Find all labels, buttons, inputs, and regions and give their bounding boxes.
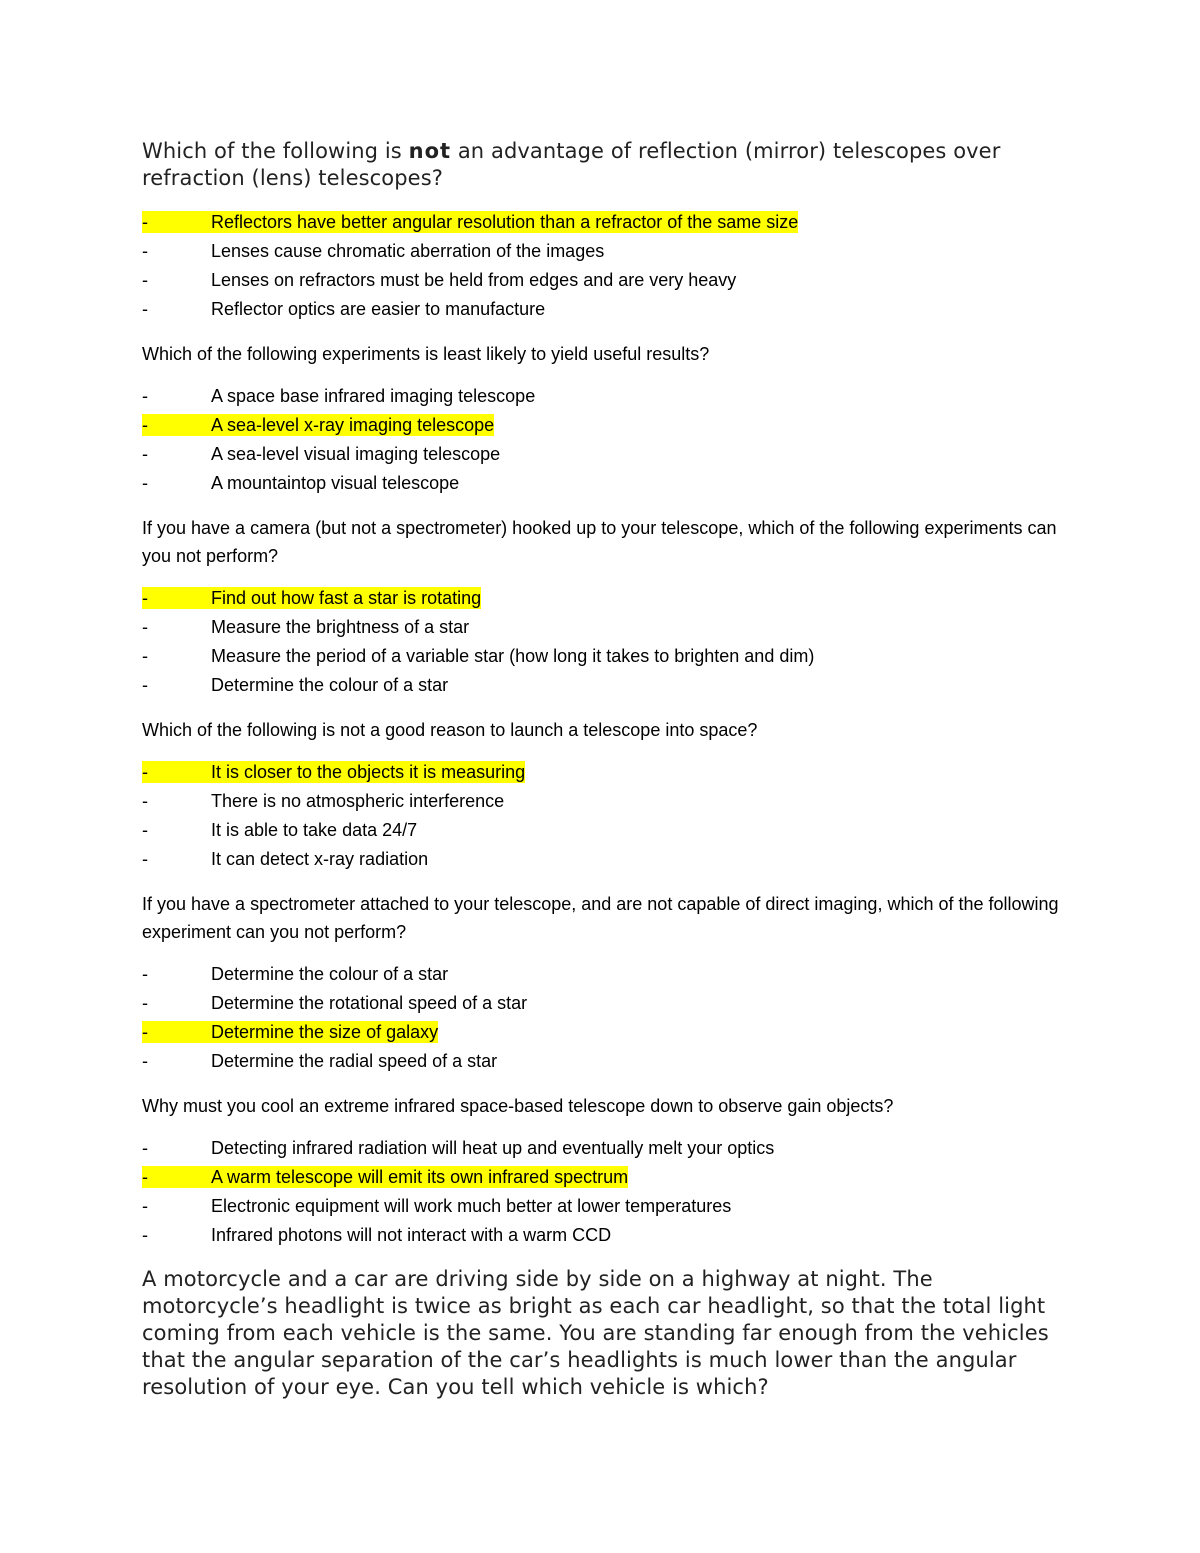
- answer-option: [142, 960, 1062, 989]
- answer-option: [142, 1134, 1062, 1163]
- bullet-dash: -: [142, 762, 148, 782]
- document-page: [142, 138, 1062, 1422]
- answer-options: [142, 208, 1062, 324]
- answer-highlight: [142, 241, 604, 261]
- bullet-dash: -: [142, 617, 148, 637]
- answer-highlight: [142, 414, 494, 436]
- bullet-dash: -: [142, 1225, 148, 1245]
- answer-text: Detecting infrared radiation will heat up and eventually melt your optics: [211, 1138, 775, 1158]
- answer-text: It is closer to the objects it is measuring: [211, 762, 526, 782]
- answer-option: [142, 1221, 1062, 1250]
- answer-text: Determine the colour of a star: [211, 964, 449, 984]
- answer-options: [142, 960, 1062, 1076]
- question-1: [142, 138, 1062, 324]
- bullet-dash: -: [142, 270, 148, 290]
- bullet-dash: -: [142, 849, 148, 869]
- answer-option: [142, 295, 1062, 324]
- answer-highlight: [142, 211, 798, 233]
- answer-option: [142, 1018, 1062, 1047]
- answer-option: [142, 411, 1062, 440]
- answer-highlight: [142, 964, 448, 984]
- answer-text: Measure the period of a variable star (how long it takes to brighten and dim): [211, 646, 815, 666]
- answer-option: [142, 382, 1062, 411]
- answer-option: [142, 440, 1062, 469]
- final-question: A motorcycle and a car are driving side by side on a highway at night. The motorcycle’s headlight is twice as bright as each car headlight, so that the total light coming from each vehicle is the same. You are standing far enough from the vehicles that the angular separation of the car’s headlights is much lower than the angular resolution of your eye. Can you tell which vehicle is which?: [142, 1267, 1049, 1399]
- answer-text: Reflectors have better angular resolution than a refractor of the same size: [211, 212, 799, 232]
- answer-options: [142, 382, 1062, 498]
- answer-option: [142, 1192, 1062, 1221]
- question-text: If you have a camera (but not a spectrometer) hooked up to your telescope, which of the following experiments can you not perform?: [142, 518, 1057, 566]
- question-3: [142, 514, 1062, 700]
- question-text: Why must you cool an extreme infrared space-based telescope down to observe gain objects?: [142, 1096, 894, 1116]
- answer-highlight: [142, 1166, 628, 1188]
- bullet-dash: -: [142, 415, 148, 435]
- bullet-dash: -: [142, 588, 148, 608]
- answer-text: Determine the rotational speed of a star: [211, 993, 528, 1013]
- answer-text: Reflector optics are easier to manufacture: [211, 299, 546, 319]
- bullet-dash: -: [142, 1167, 148, 1187]
- question-text: Which of the following is not a good reason to launch a telescope into space?: [142, 720, 758, 740]
- answer-highlight: [142, 1138, 774, 1158]
- answer-option: [142, 613, 1062, 642]
- answer-text: It is able to take data 24/7: [211, 820, 418, 840]
- answer-option: [142, 266, 1062, 295]
- bullet-dash: -: [142, 964, 148, 984]
- bullet-dash: -: [142, 646, 148, 666]
- answer-text: A sea-level x-ray imaging telescope: [211, 415, 495, 435]
- bullet-dash: -: [142, 993, 148, 1013]
- bullet-dash: -: [142, 1051, 148, 1071]
- answer-text: Measure the brightness of a star: [211, 617, 470, 637]
- answer-option: [142, 787, 1062, 816]
- question-5: [142, 890, 1062, 1076]
- bullet-dash: -: [142, 299, 148, 319]
- question-text: [142, 138, 1062, 192]
- answer-options: [142, 584, 1062, 700]
- answer-highlight: [142, 617, 469, 637]
- question-4: [142, 716, 1062, 874]
- answer-highlight: [142, 386, 535, 406]
- answer-highlight: [142, 473, 459, 493]
- bullet-dash: -: [142, 820, 148, 840]
- question-text: If you have a spectrometer attached to your telescope, and are not capable of direct imaging, which of the following experiment can you not perform?: [142, 894, 1059, 942]
- answer-text: Electronic equipment will work much better at lower temperatures: [211, 1196, 732, 1216]
- answer-option: [142, 237, 1062, 266]
- question-text: Which of the following experiments is least likely to yield useful results?: [142, 344, 710, 364]
- bullet-dash: -: [142, 675, 148, 695]
- bullet-dash: -: [142, 386, 148, 406]
- answer-highlight: [142, 993, 527, 1013]
- answer-text: Lenses on refractors must be held from edges and are very heavy: [211, 270, 737, 290]
- answer-text: There is no atmospheric interference: [211, 791, 505, 811]
- answer-text: It can detect x-ray radiation: [211, 849, 429, 869]
- answer-highlight: [142, 299, 545, 319]
- answer-option: [142, 208, 1062, 237]
- answer-highlight: [142, 791, 504, 811]
- answer-text: Determine the size of galaxy: [211, 1022, 439, 1042]
- bullet-dash: -: [142, 241, 148, 261]
- question-6: [142, 1092, 1062, 1250]
- answer-option: [142, 845, 1062, 874]
- answer-text: Lenses cause chromatic aberration of the images: [211, 241, 605, 261]
- answer-highlight: [142, 1021, 438, 1043]
- answer-highlight: [142, 1196, 731, 1216]
- bullet-dash: -: [142, 791, 148, 811]
- question-2: [142, 340, 1062, 498]
- answer-highlight: [142, 587, 481, 609]
- question-text-part: Which of the following is: [142, 139, 409, 163]
- answer-text: A warm telescope will emit its own infrared spectrum: [211, 1167, 629, 1187]
- bullet-dash: -: [142, 444, 148, 464]
- answer-text: A mountaintop visual telescope: [211, 473, 460, 493]
- answer-highlight: [142, 646, 814, 666]
- answer-highlight: [142, 761, 525, 783]
- answer-option: [142, 584, 1062, 613]
- bullet-dash: -: [142, 1196, 148, 1216]
- answer-text: A sea-level visual imaging telescope: [211, 444, 501, 464]
- answer-highlight: [142, 444, 500, 464]
- question-text-part: an advantage of reflection (mirror) telescopes over refraction (lens) telescopes?: [142, 139, 1001, 190]
- bullet-dash: -: [142, 1022, 148, 1042]
- answer-option: [142, 469, 1062, 498]
- answer-text: A space base infrared imaging telescope: [211, 386, 536, 406]
- answer-option: [142, 671, 1062, 700]
- answer-highlight: [142, 849, 428, 869]
- answer-highlight: [142, 820, 417, 840]
- answer-option: [142, 989, 1062, 1018]
- answer-option: [142, 642, 1062, 671]
- answer-highlight: [142, 270, 736, 290]
- bullet-dash: -: [142, 212, 148, 232]
- answer-text: Infrared photons will not interact with a warm CCD: [211, 1225, 612, 1245]
- answer-options: [142, 1134, 1062, 1250]
- answer-highlight: [142, 1225, 611, 1245]
- answer-highlight: [142, 1051, 497, 1071]
- question-emphasis: not: [408, 139, 452, 163]
- answer-highlight: [142, 675, 448, 695]
- bullet-dash: -: [142, 473, 148, 493]
- answer-text: Determine the colour of a star: [211, 675, 449, 695]
- bullet-dash: -: [142, 1138, 148, 1158]
- answer-text: Determine the radial speed of a star: [211, 1051, 498, 1071]
- answer-option: [142, 1163, 1062, 1192]
- answer-option: [142, 758, 1062, 787]
- answer-text: Find out how fast a star is rotating: [211, 588, 482, 608]
- answer-option: [142, 816, 1062, 845]
- answer-option: [142, 1047, 1062, 1076]
- answer-options: [142, 758, 1062, 874]
